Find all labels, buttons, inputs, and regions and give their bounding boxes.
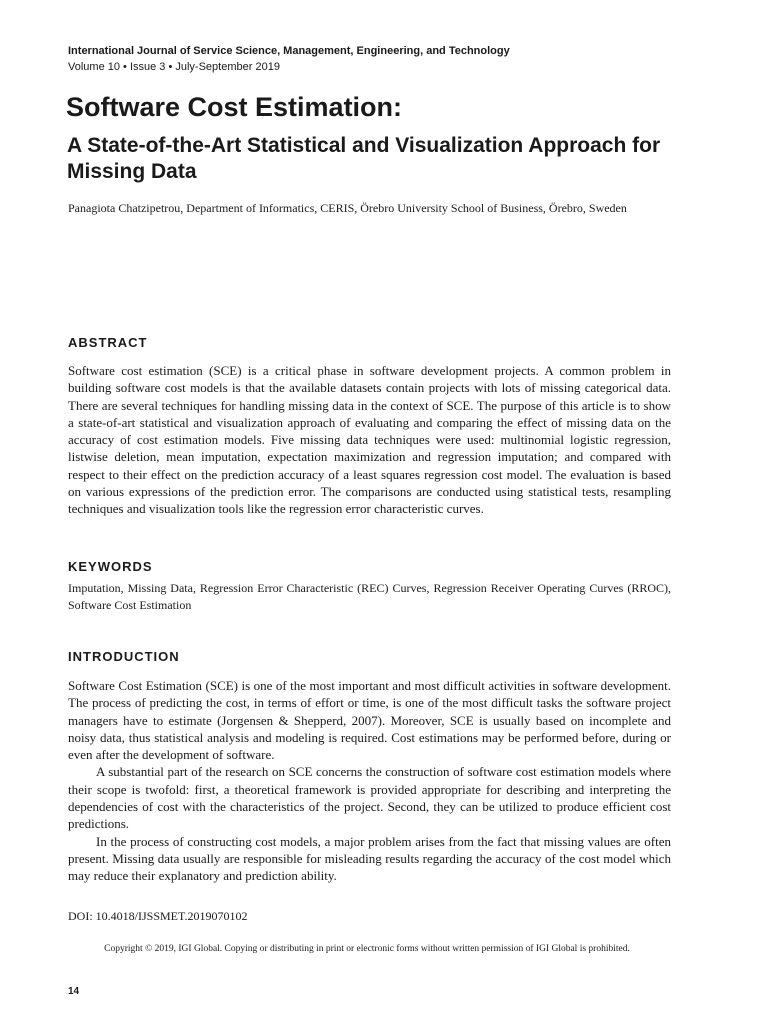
doi[interactable]: DOI: 10.4018/IJSSMET.2019070102 (68, 909, 248, 923)
abstract-text: Software cost estimation (SCE) is a critical phase in software development projects. A common problem in building software cost models is that the available datasets contain projects with lots of missing categorical data. There are several techniques for handling missing data in the context of SCE. The purpose of this article is to show a state-of-art statistical and visualization approach of evaluating and comparing the effect of missing data on the accuracy of cost estimation models. Five missing data techniques were used: multinomial logistic regression, listwise deletion, mean imputation, expectation maximization and regression imputation; and compared with respect to their effect on the prediction accuracy of a least squares regression cost model. The evaluation is based on various expressions of the prediction error. The comparisons are conducted using statistical tests, resampling techniques and visualization tools like the regression error characteristic curves. (68, 363, 671, 517)
intro-paragraph-3: In the process of constructing cost models, a major problem arises from the fact that missing values are often present. Missing data usually are responsible for misleading results regarding the accuracy of the cost model which may reduce their explanatory and prediction ability. (68, 833, 671, 884)
keywords-heading: KEYWORDS (68, 559, 153, 574)
journal-issue: Volume 10 • Issue 3 • July-September 2019 (68, 61, 280, 73)
abstract-heading: ABSTRACT (68, 335, 148, 350)
intro-paragraph-1: Software Cost Estimation (SCE) is one of the most important and most difficult activities in software development. The process of predicting the cost, in terms of effort or time, is one of the most difficult tasks the software project managers have to estimate (Jorgensen & Shepperd, 2007). Moreover, SCE is usually based on incomplete and noisy data, thus statistical analysis and modeling is required. Cost estimations may be performed before, during or even after the development of software. (68, 678, 671, 763)
paper-title: Software Cost Estimation: (66, 92, 403, 122)
copyright-notice: Copyright © 2019, IGI Global. Copying or distributing in print or electronic forms without written permission of IGI Global is prohibited. (104, 944, 630, 954)
keywords-text: Imputation, Missing Data, Regression Error Characteristic (REC) Curves, Regression Receiver Operating Curves (RROC), Software Cost Estimation (68, 581, 671, 612)
page-number: 14 (68, 986, 80, 997)
journal-name: International Journal of Service Science, Management, Engineering, and Technology (68, 45, 510, 57)
intro-paragraph-2: A substantial part of the research on SCE concerns the construction of software cost estimation models where their scope is twofold: first, a theoretical framework is provided appropriate for describing and interpreting the dependencies of cost with the characteristics of the project. Second, they can be utilized to produce efficient cost predictions. (68, 764, 671, 832)
introduction-body (68, 677, 671, 885)
paper-subtitle: A State-of-the-Art Statistical and Visualization Approach for Missing Data (67, 134, 661, 183)
author-affiliation: Panagiota Chatzipetrou, Department of Informatics, CERIS, Örebro University School of Business, Örebro, Sweden (68, 201, 627, 215)
introduction-heading: INTRODUCTION (68, 649, 180, 664)
